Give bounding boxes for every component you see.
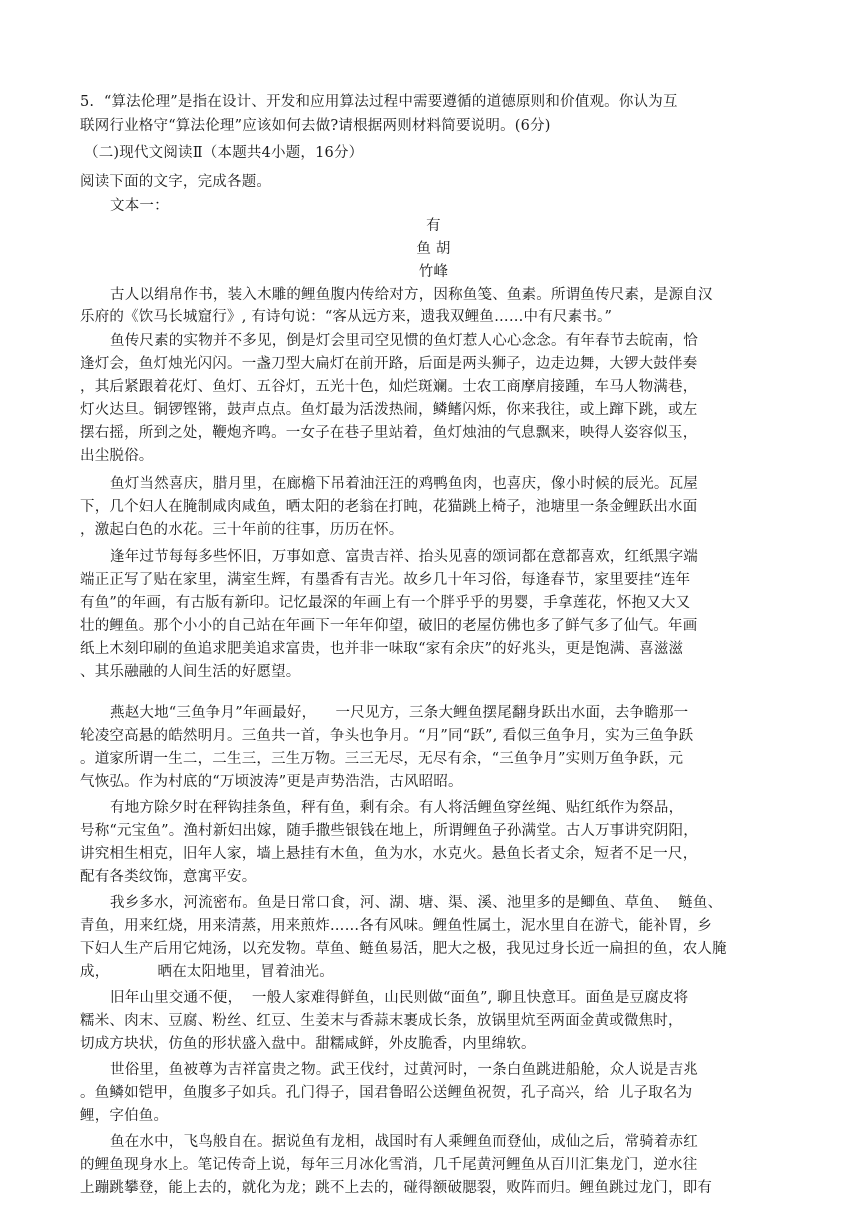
article-line: ，激起白色的水花。三十年前的往事，历历在怀。: [80, 522, 404, 538]
article-line: 鱼传尺素的实物并不多见，倒是灯会里司空见惯的鱼灯惹人心心念念。有年春节去皖南，恰: [110, 333, 698, 349]
text-one-label: 文本一：: [110, 198, 169, 214]
article-line: 灯火达旦。铜锣铿锵，鼓声点点。鱼灯最为活泼热闹，鳞鳍闪烁，你来我往，或上蹿下跳，或左: [80, 402, 698, 418]
article-line: 世俗里，鱼被尊为吉祥富贵之物。武王伐纣，过黄河时，一条白鱼跳进船舱，众人说是吉兆: [110, 1062, 698, 1078]
reading-instruction: 阅读下面的文字，完成各题。: [80, 174, 272, 190]
article-line: 摆右摇，所到之处，鞭炮齐鸣。一女子在巷子里站着，鱼灯烛油的气息飘来，映得人姿容似玉，: [80, 425, 698, 441]
article-line: 讲究相生相克，旧年人家，墙上悬挂有木鱼，鱼为水，水克火。悬鱼长者丈余，短者不足一尺，: [80, 846, 698, 862]
article-line: 鱼在水中，飞鸟般自在。据说鱼有龙相，战国时有人乘鲤鱼而登仙，成仙之后，常骑着赤红: [110, 1134, 698, 1150]
article-line: 、其乐融融的人间生活的好愿望。: [80, 664, 301, 680]
article-title-line-1: 有: [426, 218, 441, 234]
article-line: 下，几个妇人在腌制咸肉咸鱼，晒太阳的老翁在打盹，花猫跳上椅子，池塘里一条金鲤跃出水面: [80, 499, 698, 515]
question-5-line-2: 联网行业格守“算法伦理”应该如何去做?请根据两则材料简要说明。(6分): [80, 118, 551, 134]
section-heading: （二)现代文阅读Ⅱ（本题共4小题，16分）: [84, 145, 364, 161]
article-line: 切成方块状，仿鱼的形状盛入盘中。甜糯咸鲜，外皮脆香，内里绵软。: [80, 1036, 536, 1052]
article-line: 古人以绢帛作书，装入木雕的鲤鱼腹内传给对方，因称鱼笺、鱼素。所谓鱼传尺素，是源自汉: [110, 287, 713, 303]
article-line: 有地方除夕时在秤钩挂条鱼，秤有鱼，剩有余。有人将活鲤鱼穿丝绳、贴红纸作为祭品，: [110, 800, 684, 816]
article-line: 燕赵大地“三鱼争月”年画最好， 一尺见方，三条大鲤鱼摆尾翻身跃出水面，去争瞻那一: [110, 705, 689, 721]
question-5-line-1: 5. “算法伦理”是指在设计、开发和应用算法过程中需要遵循的道德原则和价值观。你认为互: [80, 94, 678, 110]
article-line: 旧年山里交通不便， 一般人家难得鲜鱼，山民则做“面鱼”, 聊且快意耳。面鱼是豆腐皮将: [110, 990, 689, 1006]
article-line: 上蹦跳攀登，能上去的，就化为龙；跳不上去的，碰得额破腮裂，败阵而归。鲤鱼跳过龙门，即有: [80, 1180, 713, 1196]
article-line: 的鲤鱼现身水上。笔记传奇上说，每年三月冰化雪消，几千尾黄河鲤鱼从百川汇集龙门，逆水往: [80, 1157, 698, 1173]
article-line: 。道家所谓一生二，二生三，三生万物。三三无尽，无尽有余，“三鱼争月”实则万鱼争跃，元: [80, 751, 684, 767]
article-line: 逢年过节每每多些怀旧，万事如意、富贵吉祥、抬头见喜的颂词都在意都喜欢，红纸黑字端: [110, 549, 698, 565]
article-line: 。鱼鳞如铠甲，鱼腹多子如兵。孔门得子，国君鲁昭公送鲤鱼祝贺，孔子高兴，给 儿子取名为: [80, 1085, 693, 1101]
article-line: 鱼灯当然喜庆，腊月里，在廊檐下吊着油汪汪的鸡鸭鱼肉，也喜庆，像小时候的辰光。瓦屋: [110, 476, 698, 492]
article-author: 竹峰: [418, 264, 449, 280]
article-title-line-2: 鱼 胡: [416, 241, 451, 257]
article-line: 乐府的《饮马长城窟行》, 有诗句说：“客从远方来，遗我双鲤鱼……中有尺素书。”: [80, 309, 613, 325]
article-line: 青鱼，用来红烧，用来清蒸，用来煎炸……各有风味。鲤鱼性属土，泥水里自在游弋，能补胃，乡: [80, 918, 713, 934]
article-line: 成， 晒在太阳地里，冒着油光。: [80, 964, 334, 980]
article-line: 有鱼”的年画，有古版有新印。记忆最深的年画上有一个胖乎乎的男婴，手拿莲花，怀抱又大又: [80, 595, 691, 611]
article-line: 糯米、肉末、豆腐、粉丝、红豆、生姜末与香蒜末裹成长条，放锅里炕至两面金黄或微焦时，: [80, 1013, 683, 1029]
article-line: 逢灯会，鱼灯烛光闪闪。一盏刀型大扁灯在前开路，后面是两头狮子，边走边舞，大锣大鼓伴奏: [80, 356, 698, 372]
article-line: 号称“元宝鱼”。渔村新妇出嫁，随手撒些银钱在地上，所谓鲤鱼子孙满堂。古人万事讲究阴阳，: [80, 823, 698, 839]
article-line: 壮的鲤鱼。那个小小的自己站在年画下一年年仰望，破旧的老屋仿佛也多了鲜气多了仙气。年画: [80, 618, 698, 634]
article-line: 配有各类纹饰，意寓平安。: [80, 869, 257, 885]
article-line: 气恢弘。作为村底的“万顷波涛”更是声势浩浩，古风昭昭。: [80, 774, 463, 790]
article-line: ，其后紧跟着花灯、鱼灯、五谷灯，五光十色，灿烂斑斓。士农工商摩肩接踵，车马人物满巷，: [80, 379, 698, 395]
article-line: 出尘脱俗。: [80, 448, 154, 464]
article-line: 轮凌空高悬的皓然明月。三鱼共一首，争头也争月。“月”同“跃”, 看似三鱼争月，实为三鱼争跃: [80, 728, 694, 744]
article-line: 纸上木刻印刷的鱼追求肥美追求富贵，也并非一味取“家有余庆”的好兆头，更是饱满、喜滋滋: [80, 641, 684, 657]
article-line: 端正正写了贴在家里，满室生辉，有墨香有吉光。故乡几十年习俗，每逢春节，家里要挂“连年: [80, 572, 691, 588]
article-line: 我乡多水，河流密布。鱼是日常口食，河、湖、塘、渠、溪、池里多的是鲫鱼、草鱼、 鲢鱼、: [110, 895, 723, 911]
article-line: 下妇人生产后用它炖汤，以充发物。草鱼、鲢鱼易活，肥大之极，我见过身长近一扁担的鱼，农人腌: [80, 941, 727, 957]
article-line: 鲤，字伯鱼。: [80, 1108, 169, 1124]
